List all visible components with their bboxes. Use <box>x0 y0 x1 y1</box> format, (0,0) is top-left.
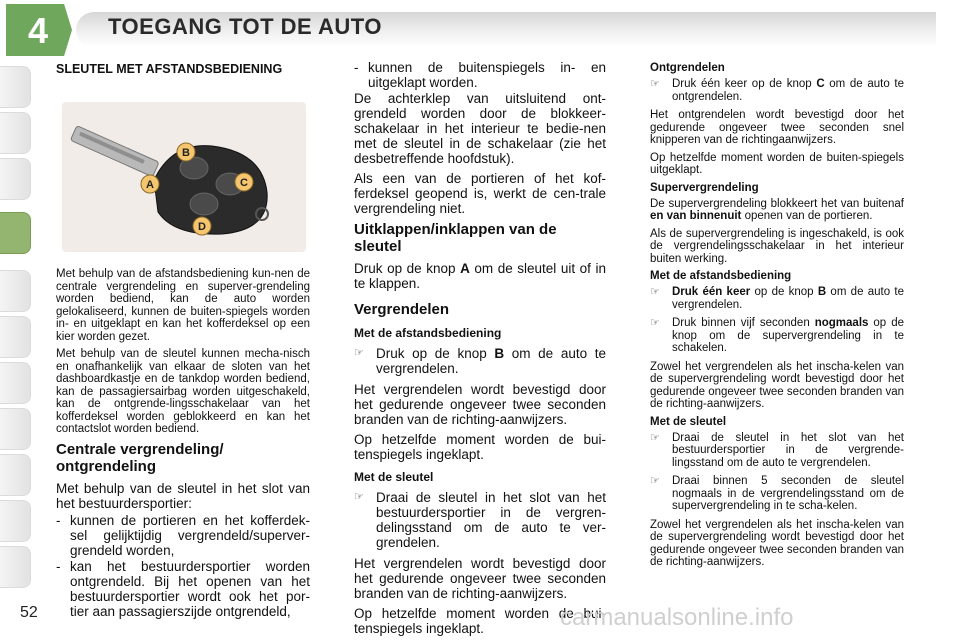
list-item-text: kan het bestuurdersportier worden ontgrendeld. Bij het openen van het bestuurdersportier wordt ook het por-tier aan passagierszijde ontgrendeld, <box>70 558 310 619</box>
pointer-icon: ☞ <box>354 491 364 503</box>
list-item-text: Draai de sleutel in het slot van het bestuurdersportier in de vergrende-lingsstand om de auto te vergrendelen. <box>672 431 904 469</box>
paragraph: Als de supervergrendeling is ingeschakeld, is ook de vergrendelingsschakelaar in het interieur buiten werking. <box>650 227 904 265</box>
paragraph: Het ontgrendelen wordt bevestigd door het gedurende ongeveer twee seconden snel knipperen van de richtingaanwijzers. <box>650 109 904 146</box>
chapter-tab[interactable] <box>0 454 31 496</box>
dash-marker: - <box>56 558 61 574</box>
paragraph: Met behulp van de afstandsbediening kun-nen de centrale vergrendeling en superver-grendeling worden bediend, kan de auto worden gelokaliseerd, kunnen de buiten-spiegels worden in- en uitgeklapt en kan het kofferdeksel op een kier worden gezet. <box>56 268 310 343</box>
list-item <box>650 475 904 513</box>
paragraph: Op hetzelfde moment worden de bui-tenspiegels ingeklapt. <box>354 606 606 636</box>
page-title: TOEGANG TOT DE AUTO <box>108 14 382 39</box>
list-item <box>354 60 606 90</box>
pointer-icon: ☞ <box>650 431 660 444</box>
chapter-tab[interactable] <box>0 408 31 450</box>
list-item <box>650 78 904 103</box>
paragraph: De supervergrendeling blokkeert het van buitenaf en van binnenuit openen van de portieren. <box>650 197 904 222</box>
paragraph: Op hetzelfde moment worden de bui-tenspiegels ingeklapt. <box>354 432 606 462</box>
remote-key-illustration <box>62 102 306 252</box>
list-item <box>56 559 310 619</box>
list-item-text: Draai de sleutel in het slot van het bestuurdersportier in de vergren-delingsstand om de auto te ver-grendelen. <box>376 490 606 550</box>
list-item-text: kunnen de portieren en het kofferdek-sel gelijktijdig vergrendeld/superver-grendeld worden, <box>70 512 310 558</box>
column-3 <box>650 60 904 574</box>
page-number: 52 <box>20 604 38 621</box>
chapter-tab[interactable] <box>0 270 31 312</box>
list-item-text: Druk één keer op de knop B om de auto te vergrendelen. <box>672 286 904 311</box>
paragraph: Met behulp van de sleutel in het slot van het bestuurdersportier: <box>56 480 310 511</box>
list-item-text: Druk op de knop B om de auto te vergrendelen. <box>376 346 606 376</box>
paragraph: Als een van de portieren of het kof-ferdeksel geopend is, werkt de cen-trale vergrendeling niet. <box>354 171 606 216</box>
key-photo <box>62 102 306 252</box>
column-2 <box>354 60 606 641</box>
chapter-tab[interactable] <box>0 66 31 108</box>
watermark: carmanualsonline.info <box>560 604 794 631</box>
section-heading: SLEUTEL MET AFSTANDSBEDIENING <box>56 62 283 76</box>
label-b: B <box>182 147 190 159</box>
chapter-tab[interactable] <box>0 112 31 154</box>
chapter-tab-active[interactable] <box>0 212 31 254</box>
chapter-tab[interactable] <box>0 158 31 200</box>
list-item <box>354 346 606 376</box>
dash-marker: - <box>354 60 359 75</box>
pointer-icon: ☞ <box>650 317 660 329</box>
section-title: Uitklappen/inklappen van de sleutel <box>354 221 557 255</box>
pointer-icon: ☞ <box>650 475 660 487</box>
paragraph: Het vergrendelen wordt bevestigd door het gedurende ongeveer twee seconden branden van de richting-aanwijzers. <box>354 556 606 601</box>
chapter-number: 4 <box>28 10 49 51</box>
subheading: Ontgrendelen <box>650 62 725 74</box>
section-title: Centrale vergrendeling/ ontgrendeling <box>56 440 224 475</box>
list-item-text: Draai binnen 5 seconden de sleutel nogmaals in de vergrendelingsstand om de supervergrendeling in te scha-kelen. <box>672 475 904 512</box>
paragraph: Zowel het vergrendelen als het inscha-kelen van de supervergrendeling wordt bevestigd door het gedurende ongeveer twee seconden branden van de richting-aanwijzers. <box>650 360 904 410</box>
pointer-icon: ☞ <box>354 347 364 359</box>
paragraph: De achterklep van uitsluitend ont-grendeld worden door de blokkeer-schakelaar in het interieur te bedie-nen met de sleutel in de schakelaar (zie het desbetreffende hoofdstuk). <box>354 91 606 166</box>
label-c: C <box>240 177 248 189</box>
header <box>0 0 960 51</box>
pointer-icon: ☞ <box>650 78 660 90</box>
paragraph: Op hetzelfde moment worden de buiten-spiegels uitgeklapt. <box>650 151 904 176</box>
subheading: Met de afstandsbediening <box>354 326 502 340</box>
list-item <box>650 317 904 355</box>
chapter-tab[interactable] <box>0 500 31 542</box>
list-item <box>56 513 310 558</box>
chapter-tabs <box>0 60 34 620</box>
dash-marker: - <box>56 512 61 528</box>
list-item-text: kunnen de buitenspiegels in- en uitgeklapt worden. <box>368 60 606 90</box>
pointer-icon: ☞ <box>650 286 660 298</box>
subheading: Met de afstandsbediening <box>650 270 792 282</box>
list-item-text: Druk binnen vijf seconden nogmaals op de knop om de supervergrendeling in te schakelen. <box>672 317 904 354</box>
list-item <box>650 432 904 470</box>
label-a: A <box>146 179 154 191</box>
chapter-tab[interactable] <box>0 546 31 588</box>
subheading: Met de sleutel <box>650 415 727 428</box>
paragraph: Zowel het vergrendelen als het inscha-kelen van de supervergrendeling wordt bevestigd door het gedurende ongeveer twee seconden branden van de richting-aanwijzers. <box>650 518 904 568</box>
column-1 <box>56 60 310 620</box>
paragraph: Het vergrendelen wordt bevestigd door het gedurende ongeveer twee seconden branden van de richting-aanwijzers. <box>354 382 606 427</box>
list-item <box>354 490 606 550</box>
chapter-tab[interactable] <box>0 362 31 404</box>
paragraph: Druk op de knop A om de sleutel uit of in te klappen. <box>354 261 606 291</box>
list-item <box>650 286 904 311</box>
section-title: Vergrendelen <box>354 301 450 318</box>
subheading: Met de sleutel <box>354 470 434 484</box>
subheading: Supervergrendeling <box>650 181 759 194</box>
chapter-tab[interactable] <box>0 316 31 358</box>
list-item-text: Druk één keer op de knop C om de auto te ontgrendelen. <box>672 78 904 103</box>
label-d: D <box>198 221 206 233</box>
paragraph: Met behulp van de sleutel kunnen mecha-nisch en onafhankelijk van elkaar de sloten van het dashboardkastje en de tankdop worden bediend, kan de passagiersairbag worden uitgeschakeld, kan de ontgrende-lingsschakelaar van het kofferdeksel worden geblokkeerd en kan het contactslot worden bediend. <box>56 348 310 435</box>
